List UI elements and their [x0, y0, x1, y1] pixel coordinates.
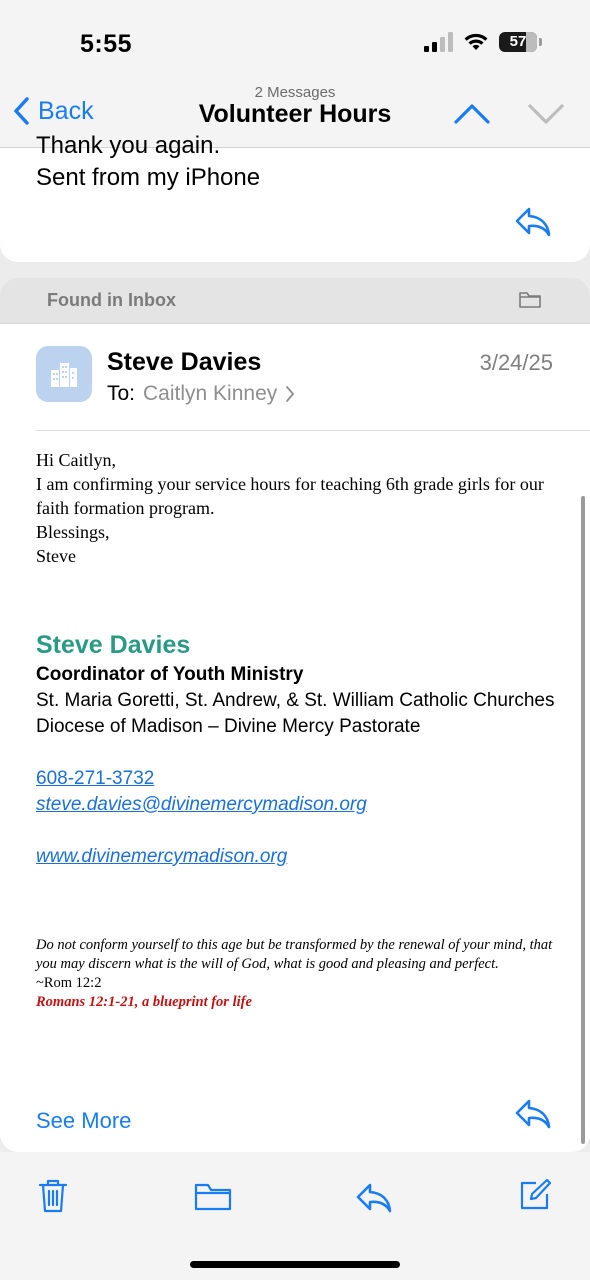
- body-line: Blessings,: [36, 522, 110, 542]
- status-icons: [424, 32, 542, 52]
- message-card: [0, 324, 590, 1152]
- signature-phone-link[interactable]: 608-271-3732: [36, 768, 155, 789]
- sender-avatar: [36, 346, 92, 402]
- signature-organization: St. Maria Goretti, St. Andrew, & St. William Catholic Churches: [36, 690, 555, 711]
- compose-icon: [518, 1178, 552, 1212]
- delete-button[interactable]: [38, 1178, 68, 1219]
- folder-icon: [518, 290, 542, 310]
- battery-icon: [499, 32, 537, 52]
- scrollbar[interactable]: [581, 496, 585, 1144]
- header-divider: [36, 430, 590, 431]
- recipient-name[interactable]: Caitlyn Kinney: [143, 382, 278, 405]
- status-bar: [0, 0, 590, 84]
- verse-reference: ~Rom 12:2: [36, 975, 102, 991]
- compose-button[interactable]: [518, 1178, 552, 1217]
- message-body: [36, 448, 556, 568]
- reply-message-button[interactable]: [514, 1098, 552, 1135]
- thread-title: Volunteer Hours: [198, 100, 392, 128]
- previous-message-card: [0, 132, 590, 262]
- signature-diocese: Diocese of Madison – Divine Mercy Pastorate: [36, 716, 421, 737]
- home-indicator[interactable]: [190, 1261, 400, 1268]
- reply-toolbar-button[interactable]: [355, 1182, 393, 1219]
- scripture-quote: [36, 936, 566, 1012]
- sent-from-text: Sent from my iPhone: [36, 164, 261, 191]
- body-line: Steve: [36, 546, 76, 566]
- battery-tip: [539, 38, 542, 46]
- building-icon: [49, 360, 79, 388]
- reply-icon: [514, 1098, 552, 1130]
- chevron-right-icon: [285, 385, 295, 403]
- message-date: 3/24/25: [479, 350, 553, 375]
- next-message-button[interactable]: [526, 98, 566, 133]
- folder-icon: [194, 1182, 232, 1212]
- see-more-button[interactable]: See More: [36, 1108, 132, 1133]
- message-count: 2 Messages: [254, 84, 336, 101]
- body-line: Hi Caitlyn,: [36, 450, 116, 470]
- signature-email-link[interactable]: steve.davies@divinemercymadison.org: [36, 794, 367, 815]
- found-in-inbox-header: [0, 278, 590, 324]
- signature-website-link[interactable]: www.divinemercymadison.org: [36, 846, 288, 867]
- body-line: I am confirming your service hours for teaching 6th grade girls for our faith formation program.: [36, 474, 544, 518]
- signal-icon: [424, 32, 453, 52]
- reply-button[interactable]: [514, 206, 552, 243]
- back-label: Back: [38, 96, 94, 125]
- previous-message-button[interactable]: [452, 98, 492, 133]
- up-chevron-icon: [452, 98, 492, 128]
- battery-level: 57: [509, 33, 527, 50]
- wifi-icon: [463, 32, 489, 52]
- mailbox-button[interactable]: [518, 290, 542, 315]
- move-to-folder-button[interactable]: [194, 1182, 232, 1217]
- sender-name[interactable]: Steve Davies: [107, 348, 262, 376]
- down-chevron-icon: [526, 98, 566, 128]
- verse-text: Do not conform yourself to this age but be transformed by the renewal of your mind, that you may discern what is the will of God, what is good and pleasing and perfect.: [36, 937, 553, 972]
- found-in-inbox-label: Found in Inbox: [47, 290, 176, 310]
- signature-role: Coordinator of Youth Ministry: [36, 664, 304, 685]
- recipient-line[interactable]: [107, 382, 295, 406]
- verse-tagline: Romans 12:1-21, a blueprint for life: [36, 994, 252, 1010]
- status-time: 5:55: [80, 30, 133, 58]
- to-label: To:: [107, 382, 136, 405]
- email-signature: [36, 628, 556, 870]
- previous-message-text: Thank you again.: [36, 132, 221, 159]
- reply-icon: [514, 206, 552, 238]
- signature-name: Steve Davies: [36, 631, 191, 659]
- reply-icon: [355, 1182, 393, 1214]
- trash-icon: [38, 1178, 68, 1214]
